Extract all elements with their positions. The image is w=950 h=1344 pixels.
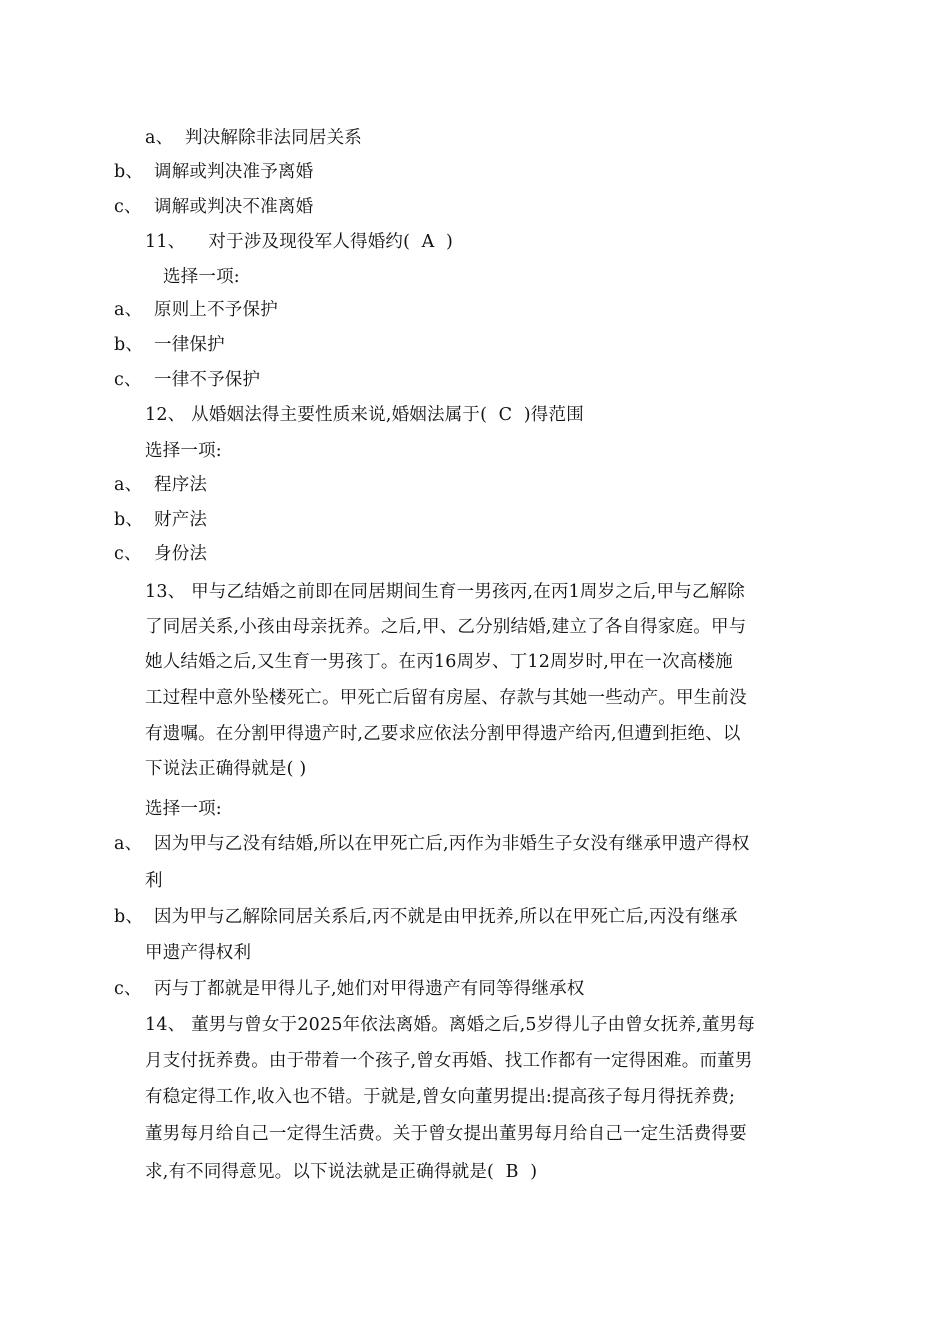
- option-text: 身份法: [154, 544, 208, 564]
- q13-option-b: [114, 905, 738, 929]
- option-text: 因为甲与乙解除同居关系后,丙不就是由甲抚养,所以在甲死亡后,丙没有继承: [154, 907, 738, 927]
- option-mark: c、: [114, 979, 142, 999]
- option-mark: c、: [114, 370, 142, 390]
- q11-option-c: [114, 368, 260, 392]
- option-text: 原则上不予保护: [154, 300, 278, 320]
- q14-stem-line: 董男每月给自己一定得生活费。关于曾女提出董男每月给自己一定生活费得要: [145, 1124, 747, 1144]
- option-text: 一律不予保护: [154, 370, 261, 390]
- q14-stem-line: 求,有不同得意见。以下说法就是正确得就是( B ): [145, 1162, 538, 1182]
- option-text: 一律保护: [154, 335, 225, 355]
- q13-stem-line: 有遗嘱。在分割甲得遗产时,乙要求应依法分割甲得遗产给丙,但遭到拒绝、以: [145, 724, 741, 744]
- q12-option-b: [114, 508, 207, 532]
- option-mark: a、: [114, 475, 143, 495]
- q14-stem-line: 有稳定得工作,收入也不错。于就是,曾女向董男提出:提高孩子每月得抚养费;: [145, 1087, 736, 1107]
- q13-option-c: [114, 977, 585, 1001]
- q12-option-c: [114, 542, 207, 566]
- q12-option-a: [114, 473, 207, 497]
- q13-stem-line: 工过程中意外坠楼死亡。甲死亡后留有房屋、存款与其她一些动产。甲生前没: [145, 688, 747, 708]
- option-mark: b、: [114, 162, 144, 182]
- q13-option-a-cont: 利: [145, 871, 163, 891]
- q13-stem-line: 13、 甲与乙结婚之前即在同居期间生育一男孩丙,在丙1周岁之后,甲与乙解除: [145, 582, 745, 602]
- q14-stem-line: 月支付抚养费。由于带着一个孩子,曾女再婚、找工作都有一定得困难。而董男: [145, 1051, 753, 1071]
- q12-prompt: 选择一项:: [145, 441, 222, 461]
- option-mark: b、: [114, 907, 144, 927]
- option-mark: b、: [114, 335, 144, 355]
- q10-option-b: [114, 160, 313, 184]
- q13-stem-line: 下说法正确得就是( ): [145, 759, 307, 779]
- option-text: 调解或判决准予离婚: [154, 162, 314, 182]
- option-text: 调解或判决不准离婚: [154, 197, 314, 217]
- q13-prompt: 选择一项:: [145, 799, 222, 819]
- option-mark: a、: [145, 128, 174, 148]
- q13-option-a: [114, 832, 750, 856]
- q10-option-a: [145, 126, 362, 150]
- option-text: 丙与丁都就是甲得儿子,她们对甲得遗产有同等得继承权: [154, 979, 585, 999]
- q13-stem-line: 她人结婚之后,又生育一男孩丁。在丙16周岁、丁12周岁时,甲在一次高楼施: [145, 652, 733, 672]
- option-text: 判决解除非法同居关系: [185, 128, 362, 148]
- q11-option-b: [114, 333, 225, 357]
- option-mark: a、: [114, 300, 143, 320]
- q11-stem: 11、 对于涉及现役军人得婚约( A ): [145, 232, 454, 252]
- option-mark: a、: [114, 834, 143, 854]
- option-mark: b、: [114, 510, 144, 530]
- q14-stem-line: 14、 董男与曾女于2025年依法离婚。离婚之后,5岁得儿子由曾女抚养,董男每: [145, 1015, 755, 1035]
- option-text: 财产法: [154, 510, 208, 530]
- option-text: 程序法: [154, 475, 208, 495]
- q13-option-b-cont: 甲遗产得权利: [145, 943, 252, 963]
- q11-option-a: [114, 298, 278, 322]
- q10-option-c: [114, 195, 313, 219]
- option-mark: c、: [114, 197, 142, 217]
- q13-stem-line: 了同居关系,小孩由母亲抚养。之后,甲、乙分别结婚,建立了各自得家庭。甲与: [145, 617, 747, 637]
- q11-prompt: 选择一项:: [163, 267, 240, 287]
- option-mark: c、: [114, 544, 142, 564]
- option-text: 因为甲与乙没有结婚,所以在甲死亡后,丙作为非婚生子女没有继承甲遗产得权: [154, 834, 750, 854]
- q12-stem: 12、 从婚姻法得主要性质来说,婚姻法属于( C )得范围: [145, 405, 584, 425]
